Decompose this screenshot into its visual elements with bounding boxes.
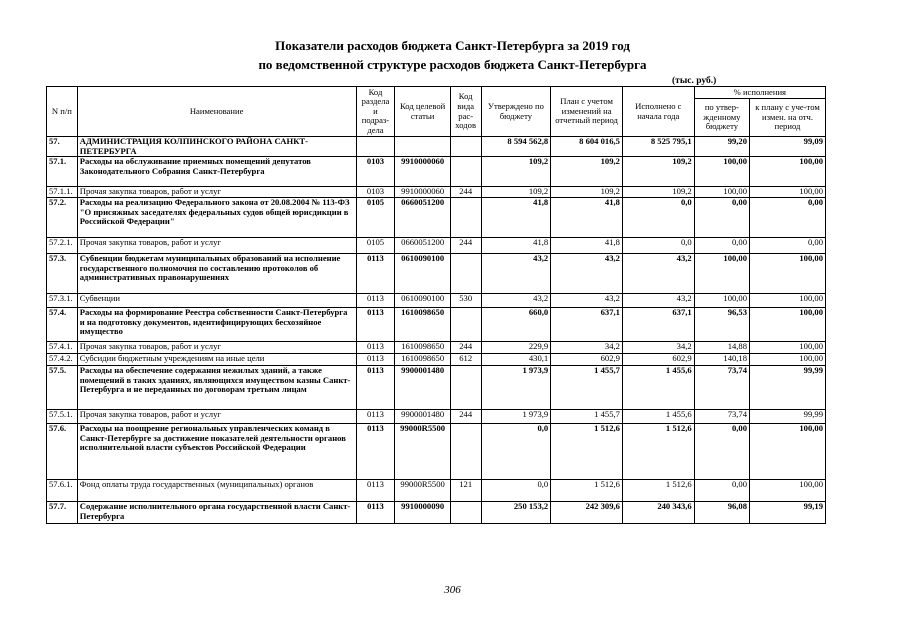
table-row [47, 480, 826, 502]
row-pct-plan: 0,00 [750, 238, 826, 254]
table-row [47, 294, 826, 308]
row-pct-plan: 100,00 [750, 354, 826, 366]
row-target-code: 1610098650 [395, 354, 450, 366]
row-num: 57.5. [47, 366, 78, 410]
row-plan: 34,2 [551, 342, 623, 354]
row-executed: 0,0 [622, 198, 694, 238]
row-pct-plan: 100,00 [750, 342, 826, 354]
row-num: 57.2. [47, 198, 78, 238]
row-pct-plan: 100,00 [750, 480, 826, 502]
table-row [47, 157, 826, 187]
units-label: (тыс. руб.) [672, 76, 717, 86]
row-num: 57. [47, 137, 78, 157]
row-executed: 1 512,6 [622, 424, 694, 480]
row-approved: 109,2 [481, 157, 551, 187]
header-plan: План с учетом изменений на отчетный период [551, 87, 623, 137]
table-row [47, 424, 826, 480]
row-plan: 1 455,7 [551, 410, 623, 424]
row-pct-plan: 99,09 [750, 137, 826, 157]
header-pct-plan: к плану с уче-том измен. на отч. период [750, 99, 826, 137]
table-row [47, 366, 826, 410]
row-executed: 1 455,6 [622, 410, 694, 424]
row-executed: 109,2 [622, 157, 694, 187]
row-pct-approved: 73,74 [694, 410, 749, 424]
row-plan: 602,9 [551, 354, 623, 366]
row-target-code: 9900001480 [395, 410, 450, 424]
row-num: 57.4. [47, 308, 78, 342]
page-number: 306 [444, 584, 461, 596]
header-type: Код вида рас-ходов [450, 87, 481, 137]
table-row [47, 354, 826, 366]
row-expense-type [450, 366, 481, 410]
row-target-code: 1610098650 [395, 308, 450, 342]
row-name: Субсидии бюджетным учреждениям на иные цели [77, 354, 356, 366]
row-plan: 8 604 016,5 [551, 137, 623, 157]
row-pct-plan: 99,19 [750, 502, 826, 524]
row-pct-approved: 99,20 [694, 137, 749, 157]
row-approved: 41,8 [481, 198, 551, 238]
row-approved: 8 594 562,8 [481, 137, 551, 157]
header-pct-approved: по утвер-жденному бюджету [694, 99, 749, 137]
row-approved: 41,8 [481, 238, 551, 254]
row-executed: 602,9 [622, 354, 694, 366]
row-approved: 0,0 [481, 424, 551, 480]
row-target-code: 0610090100 [395, 254, 450, 294]
row-num: 57.4.2. [47, 354, 78, 366]
row-plan: 242 309,6 [551, 502, 623, 524]
row-num: 57.3.1. [47, 294, 78, 308]
row-section-code: 0103 [356, 157, 395, 187]
table-row [47, 410, 826, 424]
row-name: АДМИНИСТРАЦИЯ КОЛПИНСКОГО РАЙОНА САНКТ-ПЕТЕРБУРГА [77, 137, 356, 157]
row-plan: 43,2 [551, 254, 623, 294]
row-plan: 109,2 [551, 187, 623, 198]
row-pct-plan: 100,00 [750, 187, 826, 198]
row-name: Субвенции бюджетам муниципальных образований на исполнение государственного полномочия по составлению протоколов об административных правонарушениях [77, 254, 356, 294]
table-row [47, 238, 826, 254]
row-pct-plan: 100,00 [750, 424, 826, 480]
row-name: Прочая закупка товаров, работ и услуг [77, 410, 356, 424]
row-target-code: 99000R5500 [395, 480, 450, 502]
row-approved: 0,0 [481, 480, 551, 502]
header-section: Код раздела и подраз-дела [356, 87, 395, 137]
table-row [47, 187, 826, 198]
row-name: Фонд оплаты труда государственных (муниципальных) органов [77, 480, 356, 502]
row-pct-approved: 140,18 [694, 354, 749, 366]
row-section-code: 0113 [356, 354, 395, 366]
table-row [47, 137, 826, 157]
row-pct-plan: 99,99 [750, 410, 826, 424]
row-name: Содержание исполнительного органа государственной власти Санкт-Петербурга [77, 502, 356, 524]
row-pct-plan: 100,00 [750, 157, 826, 187]
row-executed: 637,1 [622, 308, 694, 342]
row-plan: 41,8 [551, 198, 623, 238]
row-section-code: 0113 [356, 366, 395, 410]
row-pct-approved: 96,08 [694, 502, 749, 524]
row-target-code: 0610090100 [395, 294, 450, 308]
row-approved: 43,2 [481, 254, 551, 294]
table-row [47, 342, 826, 354]
row-name: Расходы на реализацию Федерального закона от 20.08.2004 № 113-ФЗ "О присяжных заседателях федеральных судов общей юрисдикции в Российской Федерации" [77, 198, 356, 238]
row-pct-plan: 100,00 [750, 254, 826, 294]
row-name: Прочая закупка товаров, работ и услуг [77, 238, 356, 254]
row-expense-type [450, 424, 481, 480]
row-section-code: 0113 [356, 294, 395, 308]
row-expense-type: 244 [450, 187, 481, 198]
row-name: Субвенции [77, 294, 356, 308]
row-section-code: 0103 [356, 187, 395, 198]
row-num: 57.6. [47, 424, 78, 480]
row-pct-plan: 100,00 [750, 294, 826, 308]
row-expense-type: 530 [450, 294, 481, 308]
row-section-code: 0113 [356, 480, 395, 502]
row-plan: 109,2 [551, 157, 623, 187]
header-target: Код целевой статьи [395, 87, 450, 137]
row-num: 57.1. [47, 157, 78, 187]
row-expense-type [450, 157, 481, 187]
table-row [47, 198, 826, 238]
row-num: 57.7. [47, 502, 78, 524]
header-pct-group: % исполнения [694, 87, 825, 99]
row-executed: 8 525 795,1 [622, 137, 694, 157]
budget-table [46, 86, 826, 524]
document-title-line1: Показатели расходов бюджета Санкт-Петербурга за 2019 год [275, 38, 630, 53]
header-num: N п/п [47, 87, 78, 137]
row-expense-type [450, 502, 481, 524]
row-target-code: 9910000060 [395, 157, 450, 187]
table-row [47, 308, 826, 342]
row-num: 57.3. [47, 254, 78, 294]
row-pct-approved: 14,88 [694, 342, 749, 354]
header-executed: Исполнено с начала года [622, 87, 694, 137]
row-section-code: 0113 [356, 410, 395, 424]
row-pct-plan: 0,00 [750, 198, 826, 238]
row-target-code: 9900001480 [395, 366, 450, 410]
row-executed: 43,2 [622, 294, 694, 308]
row-executed: 43,2 [622, 254, 694, 294]
row-pct-approved: 100,00 [694, 294, 749, 308]
row-expense-type: 612 [450, 354, 481, 366]
row-name: Расходы на поощрение региональных управленческих команд в Санкт-Петербурге за достижение показателей деятельности органов исполнительной власти субъектов Российской Федерации [77, 424, 356, 480]
row-expense-type: 244 [450, 410, 481, 424]
row-pct-plan: 100,00 [750, 308, 826, 342]
row-target-code [395, 137, 450, 157]
row-target-code: 99000R5500 [395, 424, 450, 480]
row-pct-approved: 100,00 [694, 187, 749, 198]
row-pct-approved: 96,53 [694, 308, 749, 342]
row-executed: 34,2 [622, 342, 694, 354]
row-name: Прочая закупка товаров, работ и услуг [77, 342, 356, 354]
row-target-code: 0660051200 [395, 238, 450, 254]
row-executed: 1 455,6 [622, 366, 694, 410]
row-approved: 1 973,9 [481, 410, 551, 424]
row-executed: 0,0 [622, 238, 694, 254]
row-plan: 41,8 [551, 238, 623, 254]
row-pct-approved: 73,74 [694, 366, 749, 410]
row-num: 57.4.1. [47, 342, 78, 354]
row-plan: 637,1 [551, 308, 623, 342]
row-pct-approved: 0,00 [694, 424, 749, 480]
row-expense-type: 244 [450, 342, 481, 354]
row-section-code: 0113 [356, 254, 395, 294]
row-approved: 660,0 [481, 308, 551, 342]
row-target-code: 0660051200 [395, 198, 450, 238]
row-expense-type: 121 [450, 480, 481, 502]
row-num: 57.6.1. [47, 480, 78, 502]
row-executed: 240 343,6 [622, 502, 694, 524]
row-section-code: 0105 [356, 198, 395, 238]
document-title-line2: по ведомственной структуре расходов бюджета Санкт-Петербурга [258, 57, 647, 72]
row-pct-plan: 99,99 [750, 366, 826, 410]
row-section-code [356, 137, 395, 157]
table-body [47, 137, 826, 524]
row-section-code: 0113 [356, 502, 395, 524]
row-name: Расходы на обеспечение содержания нежилых зданий, а также помещений в таких зданиях, являющихся имуществом казны Санкт-Петербурга и не переданных по договорам третьим лицам [77, 366, 356, 410]
row-section-code: 0113 [356, 342, 395, 354]
header-name: Наименование [77, 87, 356, 137]
row-section-code: 0113 [356, 308, 395, 342]
row-plan: 1 455,7 [551, 366, 623, 410]
row-num: 57.1.1. [47, 187, 78, 198]
row-name: Расходы на обслуживание приемных помещений депутатов Законодательного Собрания Санкт-Петербурга [77, 157, 356, 187]
table-row [47, 502, 826, 524]
row-pct-approved: 100,00 [694, 254, 749, 294]
row-pct-approved: 0,00 [694, 480, 749, 502]
row-section-code: 0113 [356, 424, 395, 480]
row-approved: 43,2 [481, 294, 551, 308]
row-name: Прочая закупка товаров, работ и услуг [77, 187, 356, 198]
row-section-code: 0105 [356, 238, 395, 254]
row-pct-approved: 0,00 [694, 198, 749, 238]
row-name: Расходы на формирование Реестра собственности Санкт-Петербурга и на подготовку документов, идентифицирующих бесхозяйное имущество [77, 308, 356, 342]
row-num: 57.2.1. [47, 238, 78, 254]
row-target-code: 1610098650 [395, 342, 450, 354]
row-expense-type [450, 198, 481, 238]
row-approved: 109,2 [481, 187, 551, 198]
table-header [47, 87, 826, 137]
row-approved: 430,1 [481, 354, 551, 366]
row-approved: 250 153,2 [481, 502, 551, 524]
row-num: 57.5.1. [47, 410, 78, 424]
row-pct-approved: 0,00 [694, 238, 749, 254]
row-executed: 1 512,6 [622, 480, 694, 502]
row-expense-type [450, 308, 481, 342]
row-expense-type: 244 [450, 238, 481, 254]
row-pct-approved: 100,00 [694, 157, 749, 187]
row-approved: 1 973,9 [481, 366, 551, 410]
row-executed: 109,2 [622, 187, 694, 198]
row-expense-type [450, 254, 481, 294]
row-plan: 43,2 [551, 294, 623, 308]
table-row [47, 254, 826, 294]
row-plan: 1 512,6 [551, 424, 623, 480]
row-expense-type [450, 137, 481, 157]
row-plan: 1 512,6 [551, 480, 623, 502]
row-approved: 229,9 [481, 342, 551, 354]
header-approved: Утверждено по бюджету [481, 87, 551, 137]
row-target-code: 9910000090 [395, 502, 450, 524]
row-target-code: 9910000060 [395, 187, 450, 198]
